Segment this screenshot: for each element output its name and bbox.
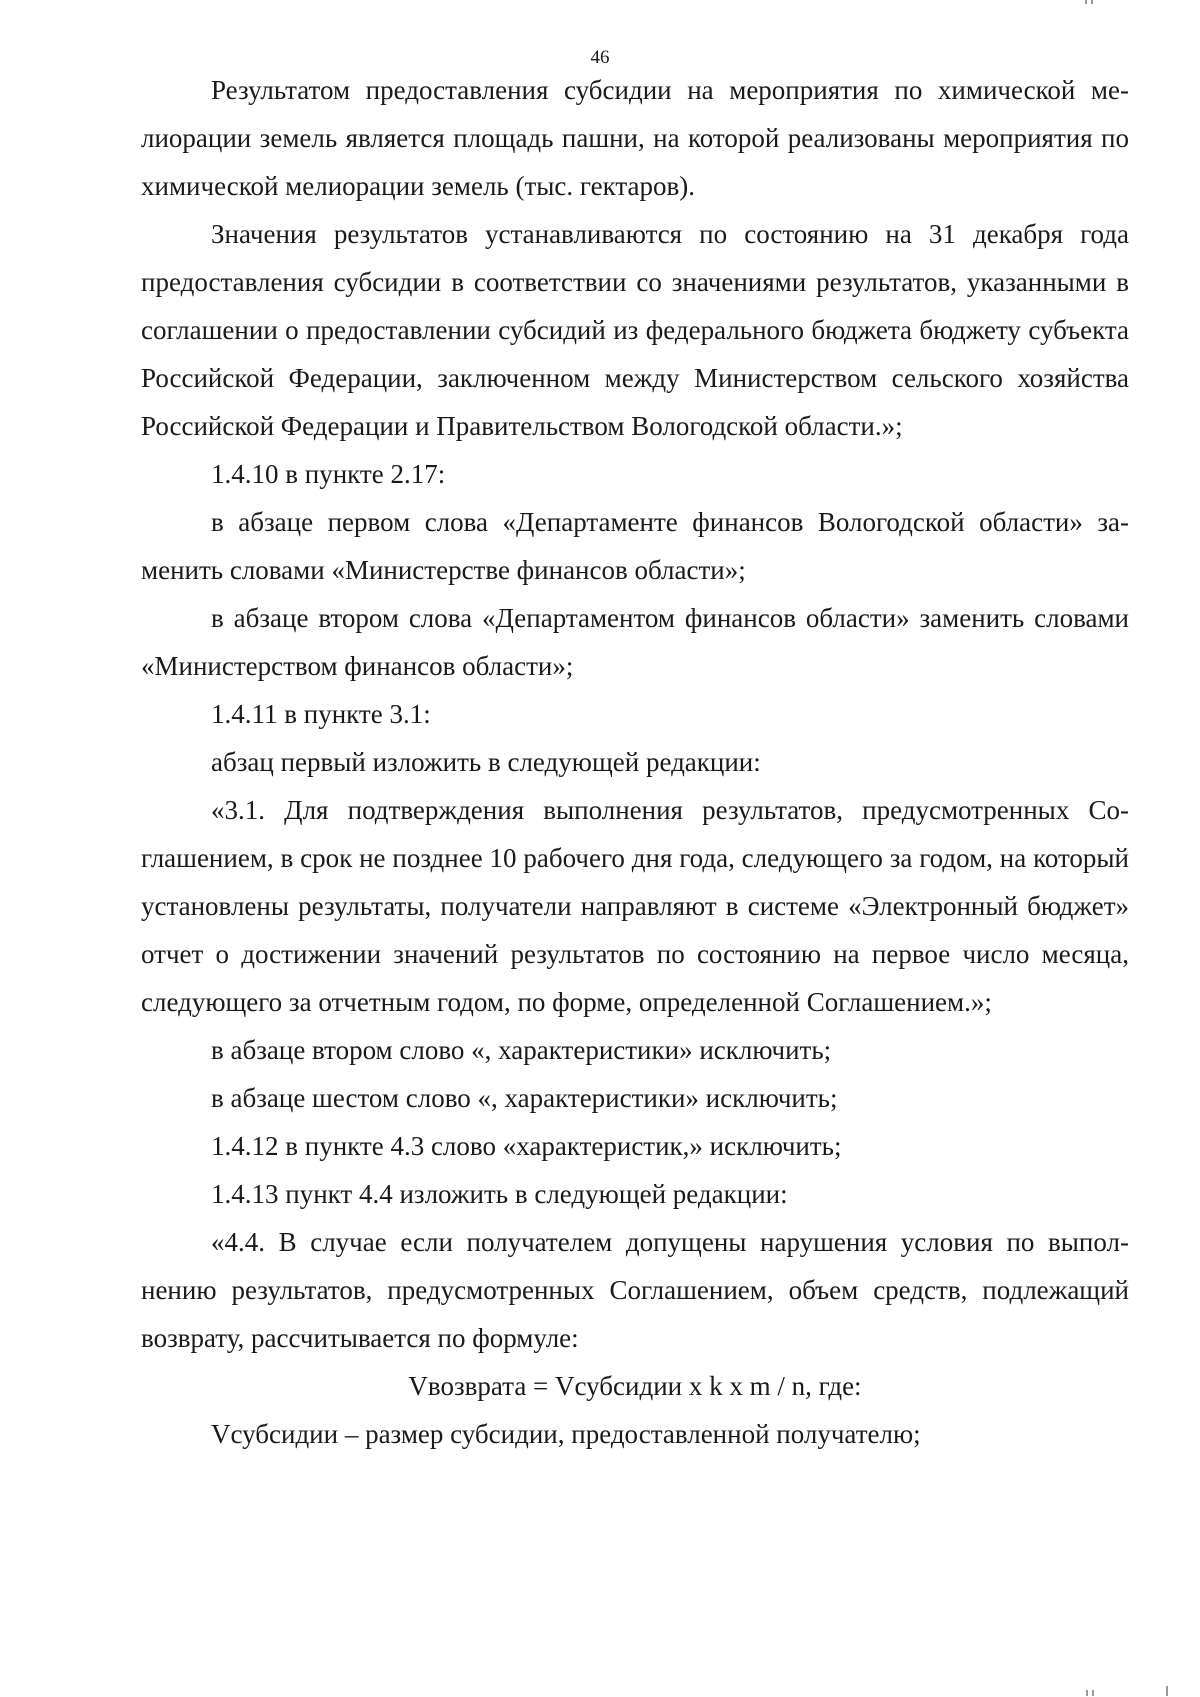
- scan-mark: [1166, 1686, 1168, 1696]
- paragraph-item-1-4-11: 1.4.11 в пункте 3.1:: [211, 699, 431, 729]
- paragraph-clause-4-4: «4.4. В случае если получателем допущены нарушения условия по выполнению результатов, предусмотренных Соглашением, объем средств, подлежащий возврату, рассчитывается по формуле:: [141, 1227, 1129, 1353]
- paragraph-sixth-abzac-exclude: в абзаце шестом слово «, характеристики» исключить;: [211, 1083, 838, 1113]
- paragraph-item-1-4-12: 1.4.12 в пункте 4.3 слово «характеристик,» исключить;: [211, 1131, 842, 1161]
- formula: Vвозврата = Vсубсидии x k x m / n, где:: [408, 1371, 862, 1401]
- scan-mark: [1086, 1690, 1088, 1696]
- paragraph-second-abzac-replace: в абзаце втором слова «Департаментом финансов области» заменить словами «Министерством финансов области»;: [141, 603, 1129, 681]
- paragraph-result-definition: Результатом предоставления субсидии на мероприятия по химической мелиорации земель является площадь пашни, на которой реализованы мероприятия по химической мелиорации земель (тыс. гектаров).: [141, 75, 1129, 201]
- scan-mark: [1085, 0, 1087, 4]
- page-number: 46: [590, 47, 610, 68]
- paragraph-formula-definition: Vсубсидии – размер субсидии, предоставленной получателю;: [211, 1419, 921, 1449]
- paragraph-item-1-4-10: 1.4.10 в пункте 2.17:: [211, 459, 446, 489]
- scan-mark: [1092, 1690, 1094, 1696]
- paragraph-first-abzac-replace: в абзаце первом слова «Департаменте финансов Вологодской области» заменить словами «Министерстве финансов области»;: [141, 507, 1129, 585]
- paragraph-clause-3-1: «3.1. Для подтверждения выполнения результатов, предусмотренных Соглашением, в срок не позднее 10 рабочего дня года, следующего за годом, на который установлены результаты, получатели направляют в системе «Электронный бюджет» отчет о достижении значений результатов по состоянию на первое число месяца, следующего за отчетным годом, по форме, определенной Соглашением.»;: [141, 795, 1129, 1017]
- scan-mark: [1091, 0, 1093, 4]
- paragraph-second-abzac-exclude: в абзаце втором слово «, характеристики» исключить;: [211, 1035, 832, 1065]
- paragraph-new-wording: абзац первый изложить в следующей редакции:: [211, 747, 761, 777]
- paragraph-item-1-4-13: 1.4.13 пункт 4.4 изложить в следующей редакции:: [211, 1179, 788, 1209]
- document-body: [141, 66, 1129, 1458]
- paragraph-result-values: Значения результатов устанавливаются по состоянию на 31 декабря года предоставления субсидии в соответствии со значениями результатов, указанными в соглашении о предоставлении субсидий из федерального бюджета бюджету субъекта Российской Федерации, заключенном между Министерством сельского хозяйства Российской Федерации и Правительством Вологодской области.»;: [141, 219, 1129, 441]
